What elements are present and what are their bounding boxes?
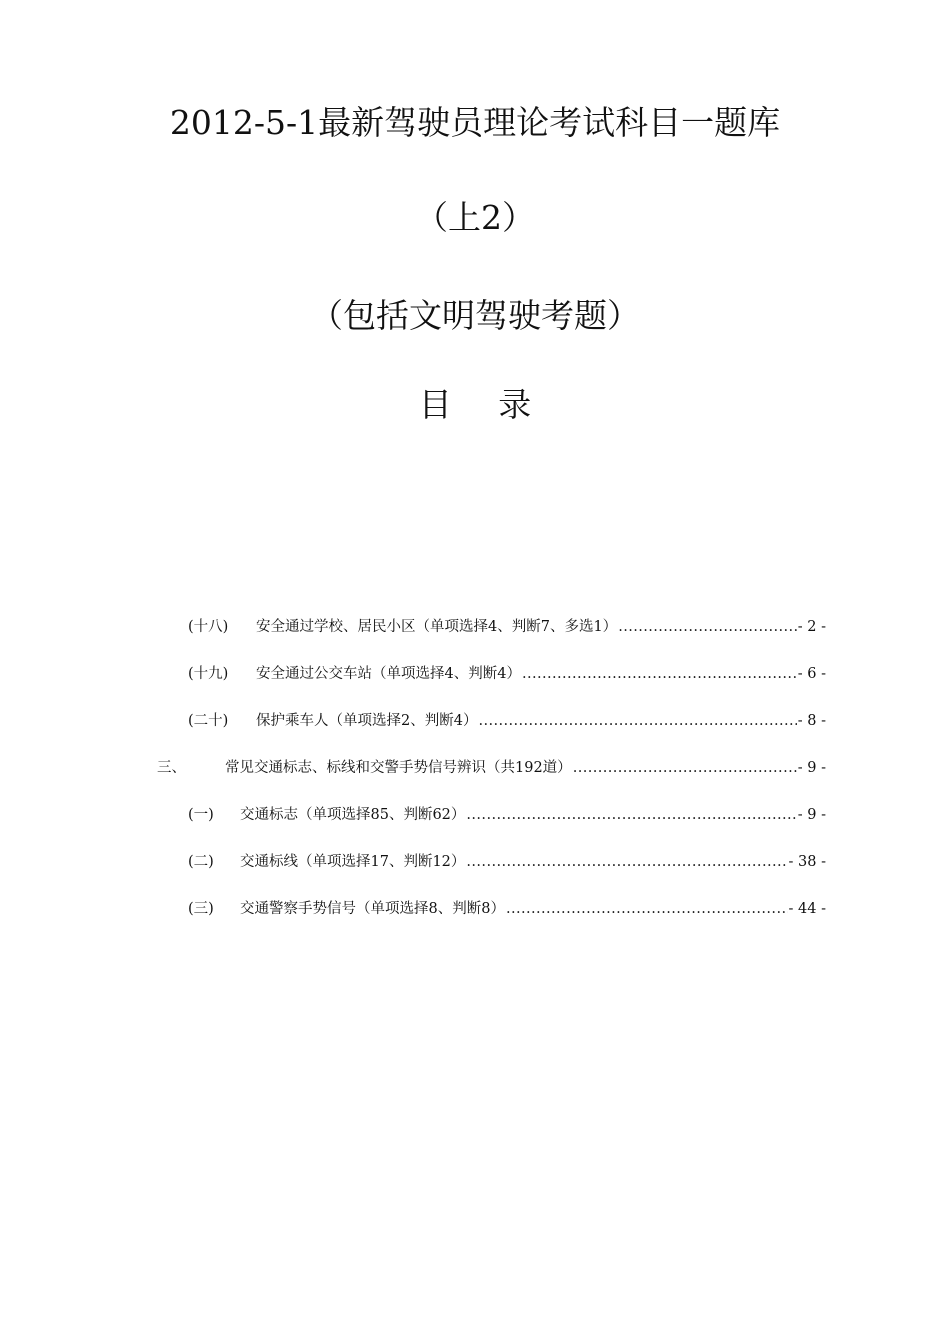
title-line-subtitle: （包括文明驾驶考题） [310, 296, 640, 335]
toc-entry-page: - 8 - [797, 713, 826, 729]
toc-entry-number: (二) [188, 854, 214, 870]
title-line-volume: （上2） [415, 198, 535, 237]
toc-entry-text: 常见交通标志、标线和交警手势信号辨识（共192道） [225, 760, 572, 776]
toc-entry[interactable] [188, 803, 826, 827]
toc-entry-number: (三) [188, 901, 214, 917]
toc-entry[interactable] [188, 850, 826, 874]
toc-entry[interactable] [188, 709, 826, 733]
toc-entry-number: (二十) [188, 713, 229, 729]
toc-entry-text: 安全通过学校、居民小区（单项选择4、判断7、多选1） [256, 619, 618, 635]
toc-entry[interactable] [188, 662, 826, 686]
toc-entry-number: (十九) [188, 666, 229, 682]
toc-leader-dots [466, 803, 796, 827]
toc-entry-page: - 6 - [797, 666, 826, 682]
toc-entry-page: - 2 - [797, 619, 826, 635]
toc-entry-text: 交通警察手势信号（单项选择8、判断8） [240, 901, 505, 917]
toc-entry[interactable] [188, 615, 826, 639]
toc-entry-text: 保护乘车人（单项选择2、判断4） [256, 713, 478, 729]
toc-entry-page: - 44 - [788, 901, 826, 917]
toc-entry-page: - 9 - [797, 807, 826, 823]
toc-leader-dots [506, 897, 788, 921]
toc-leader-dots [466, 850, 787, 874]
toc-entry-text: 交通标志（单项选择85、判断62） [240, 807, 466, 823]
toc-heading: 目 录 [418, 385, 550, 424]
toc-entry-page: - 38 - [788, 854, 826, 870]
title-line-main: 2012-5-1最新驾驶员理论考试科目一题库 [169, 103, 781, 142]
toc-leader-dots [478, 709, 796, 733]
toc-entry-text: 安全通过公交车站（单项选择4、判断4） [256, 666, 521, 682]
toc-entry[interactable] [188, 897, 826, 921]
toc-entry-number: 三、 [157, 760, 186, 776]
toc-leader-dots [522, 662, 797, 686]
toc-entry-number: (十八) [188, 619, 229, 635]
toc-entry[interactable] [157, 756, 826, 780]
toc-leader-dots [618, 615, 797, 639]
toc-entry-text: 交通标线（单项选择17、判断12） [240, 854, 466, 870]
toc-entry-number: (一) [188, 807, 214, 823]
toc-entry-page: - 9 - [797, 760, 826, 776]
toc-leader-dots [573, 756, 797, 780]
